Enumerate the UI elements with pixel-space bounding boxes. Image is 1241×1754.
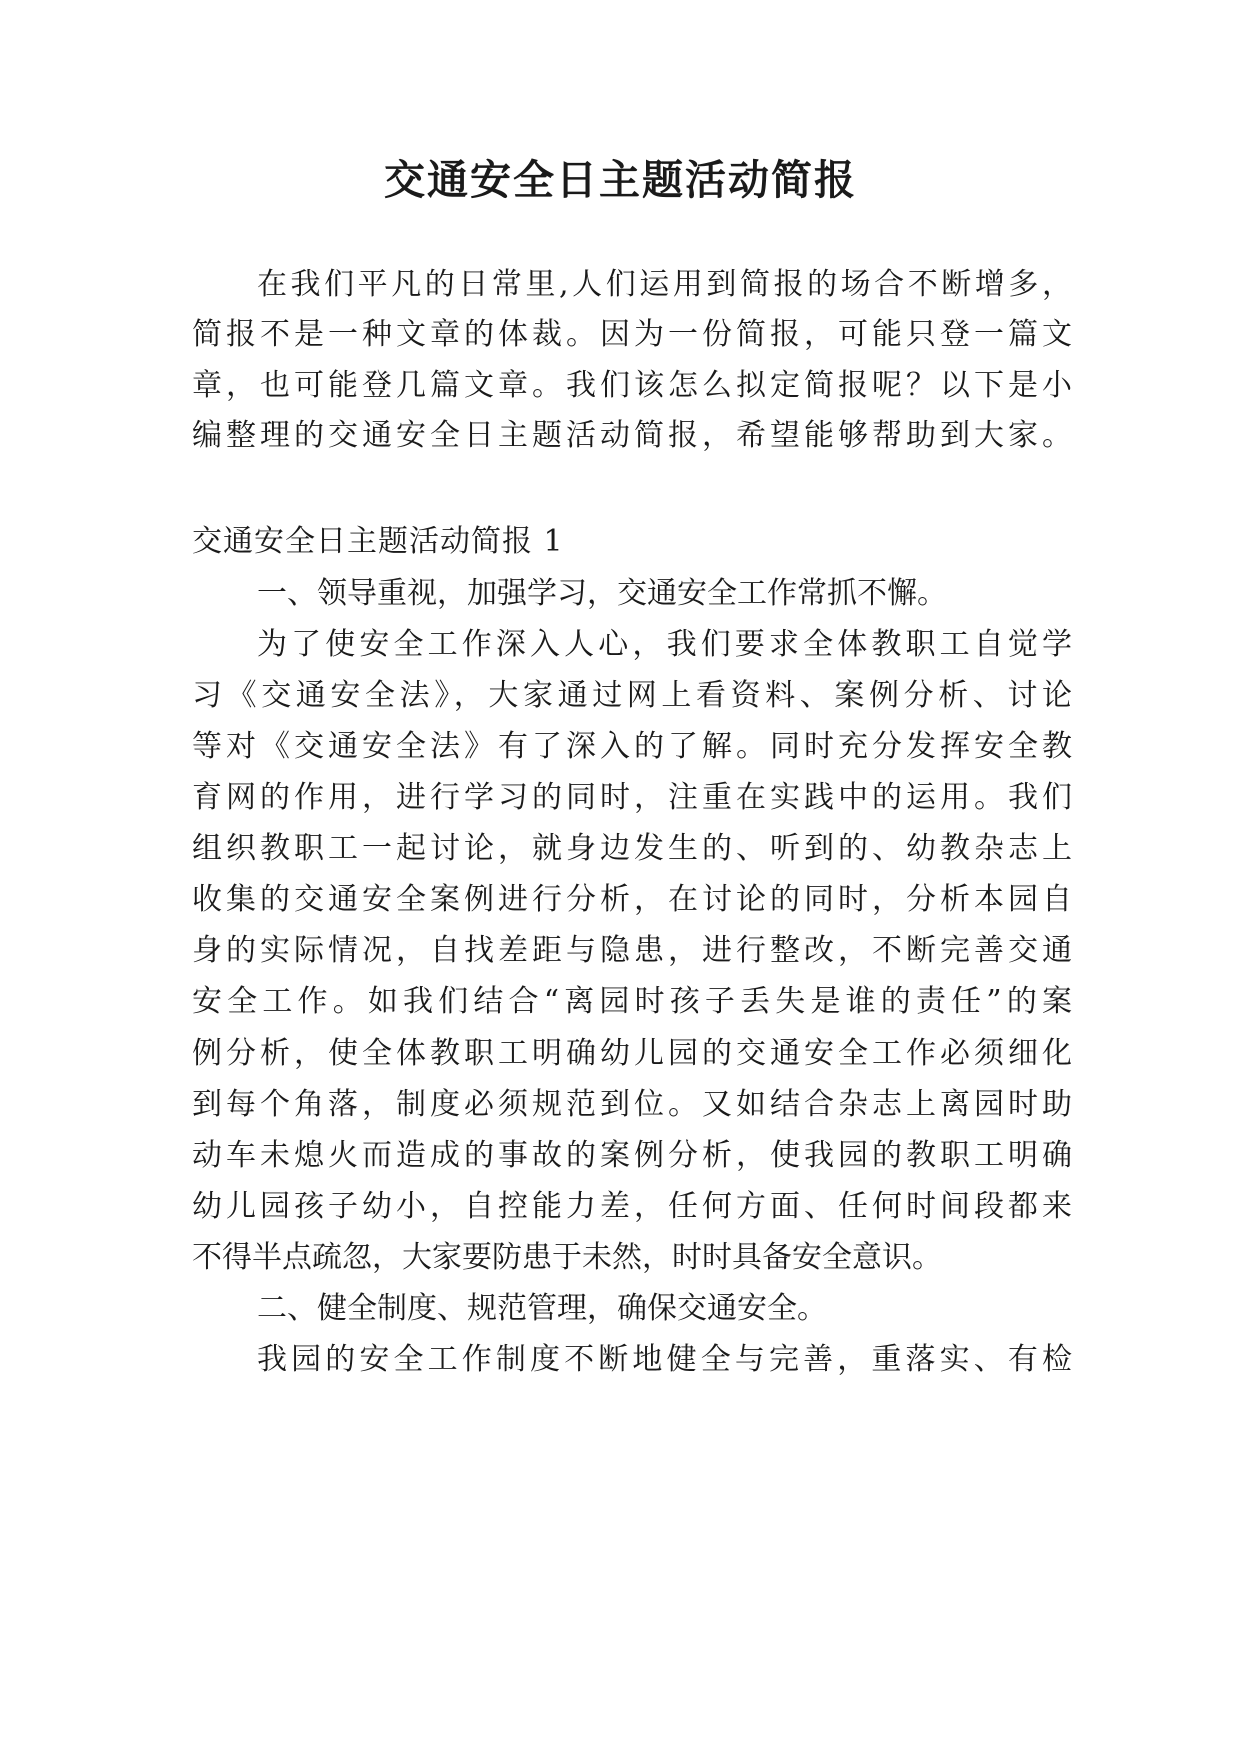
- intro-line-2: 简报不是一种文章的体裁。因为一份简报，可能只登一篇文: [192, 317, 1072, 352]
- para-1-line-10: 到每个角落，制度必须规范到位。又如结合杂志上离园时助: [192, 1087, 1072, 1122]
- intro-line-1: 在我们平凡的日常里,人们运用到简报的场合不断增多，: [257, 267, 1072, 302]
- para-1-line-8: 安全工作。如我们结合“离园时孩子丢失是谁的责任”的案: [192, 984, 1072, 1019]
- heading-1: 一、领导重视，加强学习，交通安全工作常抓不懈。: [257, 576, 947, 611]
- para-1-line-1: 为了使安全工作深入人心，我们要求全体教职工自觉学: [257, 627, 1072, 662]
- document-title: 交通安全日主题活动简报: [384, 156, 857, 204]
- para-1-line-6: 收集的交通安全案例进行分析，在讨论的同时，分析本园自: [192, 882, 1072, 917]
- para-1-line-11: 动车未熄火而造成的事故的案例分析，使我园的教职工明确: [192, 1138, 1072, 1173]
- para-1-line-12: 幼儿园孩子幼小，自控能力差，任何方面、任何时间段都来: [192, 1189, 1072, 1224]
- intro-line-3: 章，也可能登几篇文章。我们该怎么拟定简报呢？以下是小: [192, 368, 1072, 403]
- section-title: 交通安全日主题活动简报 1: [192, 524, 564, 559]
- para-1-line-13: 不得半点疏忽，大家要防患于未然，时时具备安全意识。: [192, 1240, 942, 1275]
- heading-2: 二、健全制度、规范管理，确保交通安全。: [257, 1291, 827, 1326]
- para-2-line-1: 我园的安全工作制度不断地健全与完善，重落实、有检: [257, 1342, 1072, 1377]
- para-1-line-3: 等对《交通安全法》有了深入的了解。同时充分发挥安全教: [192, 729, 1072, 764]
- para-1-line-2: 习《交通安全法》，大家通过网上看资料、案例分析、讨论: [192, 678, 1072, 713]
- para-1-line-4: 育网的作用，进行学习的同时，注重在实践中的运用。我们: [192, 780, 1072, 815]
- para-1-line-9: 例分析，使全体教职工明确幼儿园的交通安全工作必须细化: [192, 1036, 1072, 1071]
- intro-line-4: 编整理的交通安全日主题活动简报，希望能够帮助到大家。: [192, 418, 1072, 453]
- para-1-line-7: 身的实际情况，自找差距与隐患，进行整改，不断完善交通: [192, 933, 1072, 968]
- para-1-line-5: 组织教职工一起讨论，就身边发生的、听到的、幼教杂志上: [192, 831, 1072, 866]
